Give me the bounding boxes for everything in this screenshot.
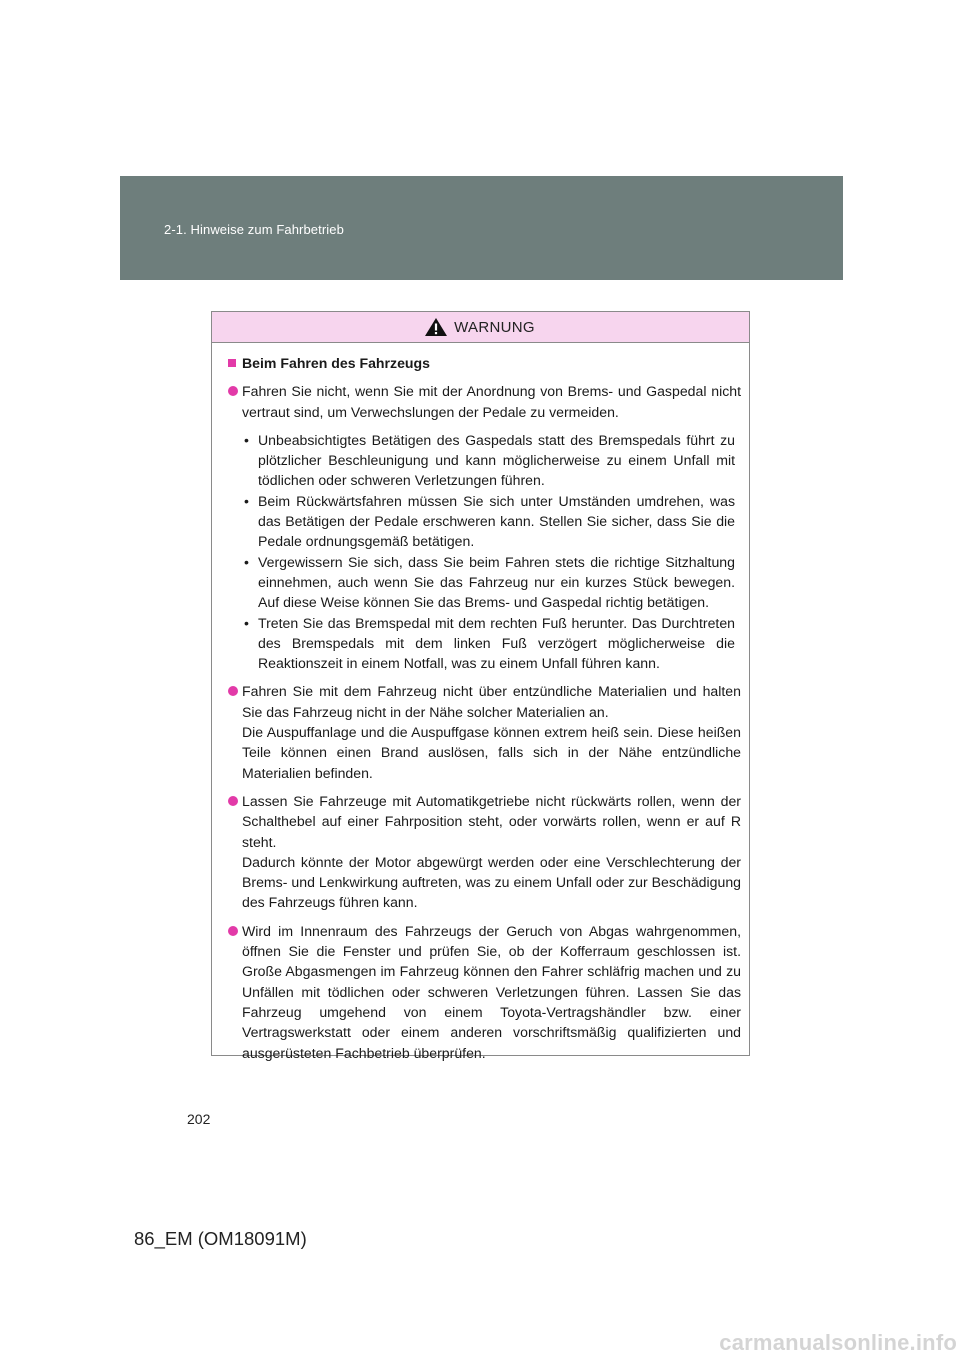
round-bullet-icon [228,796,238,806]
round-bullet-icon [228,686,238,696]
warning-body [212,343,749,1063]
page-number: 202 [187,1111,211,1127]
watermark: carmanualsonline.info [719,1330,957,1355]
chapter-header-band [120,176,843,280]
round-bullet-icon [228,386,238,396]
point-text: Lassen Sie Fahrzeuge mit Automatikgetriebe nicht rückwärts rollen, wenn der Schalthebel auf einer Fahrposition steht, oder vorwärts rollen, wenn er auf R steht. [242,792,741,850]
sub-item-text: Beim Rückwärtsfahren müssen Sie sich unter Umständen umdrehen, was das Betätigen der Pedale erschweren kann. Stellen Sie sicher, dass Sie die Pedale ordnungsgemäß betätigen. [258,492,735,550]
warning-header [212,312,749,343]
warning-box [211,311,750,1061]
section-heading [228,353,741,373]
warning-point [228,681,741,782]
sub-item-text: Vergewissern Sie sich, dass Sie beim Fahren stets die richtige Sitzhaltung einnehmen, auch wenn Sie das Fahrzeug nur ein kurzes Stück bewegen. Auf diese Weise können Sie das Brems- und Gaspedal richtig betätigen. [258,553,735,611]
sub-item: • Beim Rückwärtsfahren müssen Sie sich unter Umständen umdrehen, was das Betätigen der Pedale erschweren kann. Stellen Sie sicher, dass Sie die Pedale ordnungsgemäß betätigen. [244,492,735,550]
sub-item-text: Unbeabsichtigtes Betätigen des Gaspedals statt des Bremspedals führt zu plötzlicher Beschleunigung und kann möglicherweise zu einem Unfall mit tödlichen oder schweren Verletzungen führen. [258,431,735,489]
warning-title: WARNUNG [454,318,535,336]
warning-point [228,381,741,673]
sub-item: • Unbeabsichtigtes Betätigen des Gaspedals statt des Bremspedals führt zu plötzlicher Beschleunigung und kann möglicherweise zu einem Unfall mit tödlichen oder schweren Verletzungen führen. [244,431,735,489]
sub-item: • Treten Sie das Bremspedal mit dem rechten Fuß herunter. Das Durchtreten des Bremspedals mit dem linken Fuß verzögert möglicherweise die Reaktionszeit in einem Notfall, was zu einem Unfall führen kann. [244,614,735,672]
point-text: Fahren Sie mit dem Fahrzeug nicht über entzündliche Materialien und halten Sie das Fahrzeug nicht in der Nähe solcher Materialien an. [242,683,741,720]
point-text: Wird im Innenraum des Fahrzeugs der Geruch von Abgas wahrgenommen, öffnen Sie die Fenster und prüfen Sie, ob der Kofferraum geschlossen ist. Große Abgasmengen im Fahrzeug können den Fahrer schläfrig machen und zu Unfällen mit tödlichen oder schweren Verletzungen führen. Lassen Sie das Fahrzeug umgehend von einem Toyota-Vertragshändler bzw. einer Vertragswerkstatt oder einem anderen vorschriftsmäßig qualifizierten und ausgerüsteten Fachbetrieb überprüfen. [242,922,741,1061]
round-bullet-icon [228,926,238,936]
warning-point [228,921,741,1063]
sub-item-text: Treten Sie das Bremspedal mit dem rechten Fuß herunter. Das Durchtreten des Bremspedals mit dem linken Fuß verzögert möglicherweise die Reaktionszeit in einem Notfall, was zu einem Unfall führen kann. [258,614,735,672]
sub-item: • Vergewissern Sie sich, dass Sie beim Fahren stets die richtige Sitzhaltung einnehmen, auch wenn Sie das Fahrzeug nur ein kurzes Stück bewegen. Auf diese Weise können Sie das Brems- und Gaspedal richtig betätigen. [244,553,735,611]
document-code: 86_EM (OM18091M) [134,1228,307,1249]
point-text: Dadurch könnte der Motor abgewürgt werden oder eine Verschlechterung der Brems- und Lenkwirkung auftreten, was zu einem Unfall oder zur Beschädigung des Fahrzeugs führen kann. [242,853,741,911]
warning-point [228,791,741,913]
sub-list [242,430,741,674]
point-text: Fahren Sie nicht, wenn Sie mit der Anordnung von Brems- und Gaspedal nicht vertraut sind, um Verwechslungen der Pedale zu vermeiden. [242,383,741,420]
point-text: Die Auspuffanlage und die Auspuffgase können extrem heiß sein. Diese heißen Teile können einen Brand auslösen, falls sich in der Nähe entzündliche Materialien befinden. [242,724,741,781]
warning-triangle-icon [424,317,448,337]
section-title: 2-1. Hinweise zum Fahrbetrieb [164,222,344,237]
square-bullet-icon [228,359,236,367]
section-heading-text: Beim Fahren des Fahrzeugs [242,355,430,371]
